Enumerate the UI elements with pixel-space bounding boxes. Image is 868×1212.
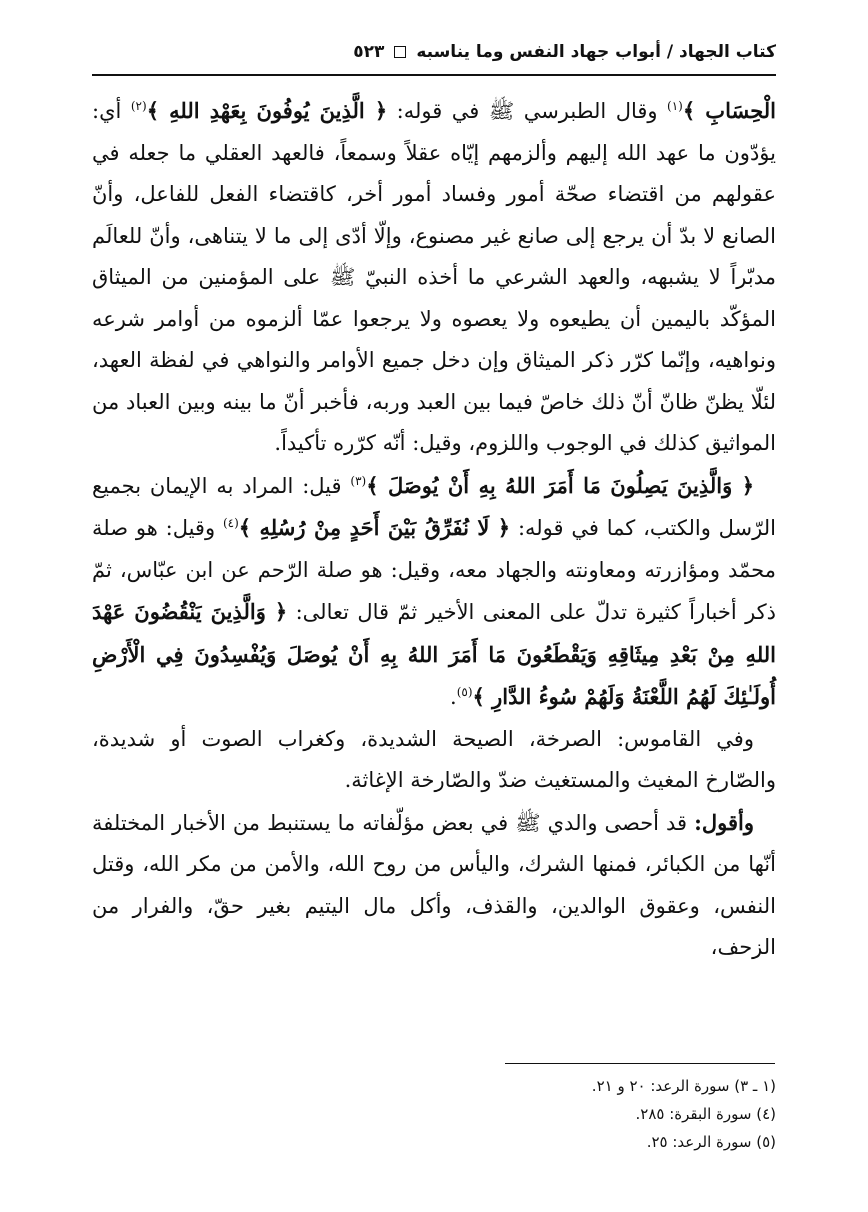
paragraph (92, 719, 776, 802)
quran-verse: ﴿ وَالَّذِينَ يَصِلُونَ مَا أَمَرَ اللهُ بِهِ أَنْ يُوصَلَ ﴾ (366, 472, 754, 498)
quran-verse: الْحِسَابِ ﴾ (682, 98, 776, 123)
footnotes (92, 1072, 776, 1156)
text-run: . (450, 685, 457, 709)
paragraph (92, 465, 776, 719)
footnote-marker: (٥) (456, 685, 473, 699)
quran-verse: ﴿ لَا نُفَرِّقُ بَيْنَ أَحَدٍ مِنْ رُسُلِهِ ﴾ (238, 515, 511, 540)
running-header (92, 36, 776, 76)
separator-square-icon (394, 46, 406, 58)
main-text (92, 90, 776, 969)
footnote-marker: (٣) (350, 473, 367, 488)
footnote: (٥) سورة الرعد: ٢٥. (646, 1133, 776, 1151)
text-run: وفي القاموس: الصرخة، الصيحة الشديدة، وكغراب الصوت أو شديدة، والصّارخ المغيث والمستغيث ضدّ والصّارخة الإغاثة. (92, 726, 776, 792)
footnote: (١ ـ ٣) سورة الرعد: ٢٠ و ٢١. (591, 1077, 776, 1095)
footnote: (٤) سورة البقرة: ٢٨٥. (635, 1105, 776, 1123)
footnote-marker: (٢) (130, 99, 147, 113)
text-run: قيل: المراد به الإيمان بجميع الرّسل والكتب، كما في قوله: (92, 473, 776, 540)
quran-verse: ﴿ وَالَّذِينَ يَنْقُضُونَ عَهْدَ اللهِ مِنْ بَعْدِ مِيثَاقِهِ وَيَقْطَعُونَ مَا أَمَرَ اللهُ بِهِ أَنْ يُوصَلَ وَيُفْسِدُونَ فِي الْأَرْضِ أُولَـٰئِكَ لَهُمُ اللَّعْنَةُ وَلَهُمْ سُوءُ الدَّارِ ﴾ (92, 599, 776, 709)
paragraph (92, 802, 776, 969)
paragraph (92, 90, 776, 465)
page-number: ٥٢٣ (353, 42, 385, 62)
quran-verse: ﴿ الَّذِينَ يُوفُونَ بِعَهْدِ اللهِ ﴾ (146, 98, 388, 123)
bold-lead: وأقول: (694, 809, 754, 835)
footnote-marker: (٤) (222, 516, 239, 530)
text-run: وقال الطبرسي ﷺ في قوله: (387, 99, 668, 123)
text-run: أي: يؤدّون ما عهد الله إليهم وألزمهم إيّاه عقلاً وسمعاً، فالعهد العقلي ما جعله في عقولهم من اقتضاء صحّة أمور وفساد أمور أخر، كاقتضاء الفعل للفاعل، وأنّ الصانع لا بدّ أن يرجع إلى صانع غير مصنوع، وإلّا أدّى إلى ما لا يتناهى، وأنّ للعالَم مدبّراً لا يشبهه، والعهد الشرعي ما أخذه النبيّ ﷺ على المؤمنين من الميثاق المؤكّد باليمين أن يطيعوه ولا يعصوه ولا يرجعوا عمّا ألزموه من أوامر شرعه ونواهيه، وإنّما كرّر ذكر الميثاق وإن دخل جميع الأوامر والنواهي في لفظة العهد، لئلّا يظنّ ظانّ أنّ ذلك خاصّ فيما بين العبد وربه، فأخبر أنّ ما بينه وبين العباد من المواثيق كذلك في الوجوب واللزوم، وقيل: أنّه كرّره تأكيداً. (92, 99, 776, 455)
footnote-marker: (١) (667, 99, 683, 113)
footnote-divider (505, 1063, 775, 1064)
text-run: وقيل: هو صلة محمّد ومؤازرته ومعاونته والجهاد معه، وقيل: هو صلة الرّحم عن ابن عبّاس، ثمّ ذكر أخباراً كثيرة تدلّ على المعنى الأخير ثمّ قال تعالى: (92, 516, 777, 624)
header-book-title: كتاب الجهاد / أبواب جهاد النفس وما يناسبه (416, 42, 776, 62)
text-run: قد أحصى والدي ﷺ في بعض مؤلّفاته ما يستنبط من الأخبار المختلفة أنّها من الكبائر، فمنها الشرك، واليأس من روح الله، والأمن من مكر الله، وقتل النفس، وعقوق الوالدين، والقذف، وأكل مال اليتيم بغير حقّ، والفرار من الزحف، (92, 810, 776, 959)
